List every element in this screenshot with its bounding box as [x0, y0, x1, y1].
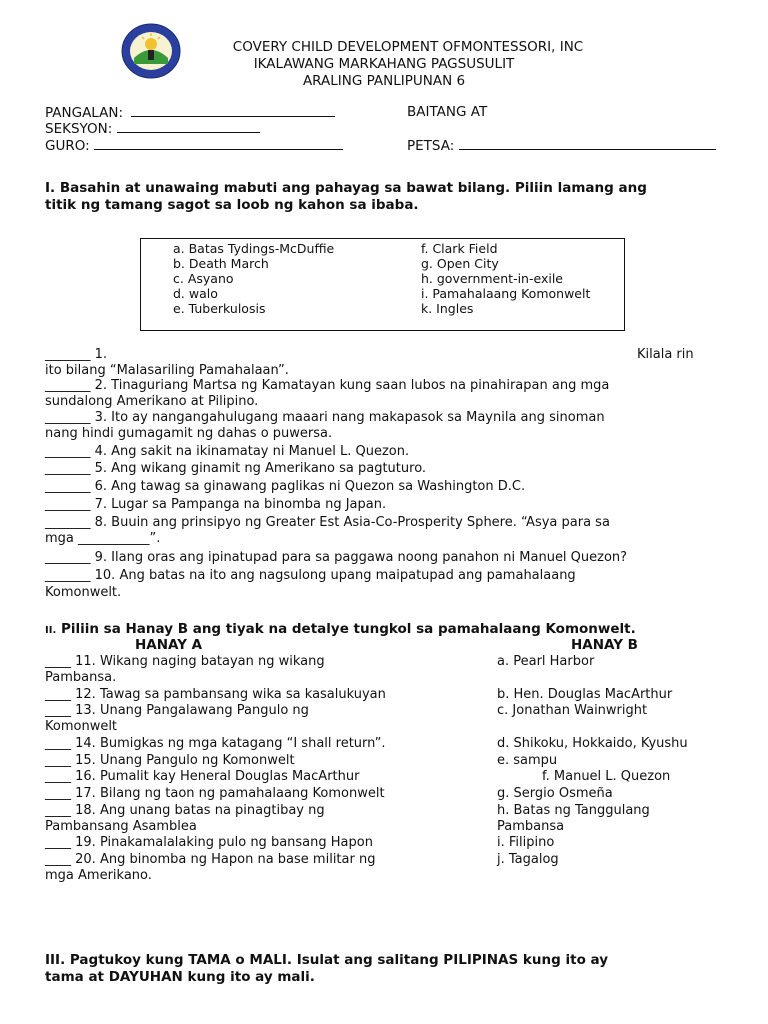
- question-2-cont: sundalong Amerikano at Pilipino.: [45, 394, 259, 409]
- question-3-cont: nang hindi gumagamit ng dahas o puwersa.: [45, 426, 333, 441]
- item-20: ____ 20. Ang binomba ng Hapon na base militar ng: [45, 852, 376, 867]
- school-name: COVERY CHILD DEVELOPMENT OFMONTESSORI, INC: [232, 39, 584, 55]
- part2-text: Piliin sa Hanay B ang tiyak na detalye tungkol sa pamahalaang Komonwelt.: [60, 621, 636, 637]
- item-15: ____ 15. Unang Pangulo ng Komonwelt: [45, 753, 295, 768]
- question-3: _______ 3. Ito ay nangangahulugang maaari nang makapasok sa Maynila ang sinoman: [45, 410, 605, 425]
- date-field: [407, 137, 716, 154]
- answer-e: e. sampu: [497, 753, 558, 768]
- item-17: ____ 17. Bilang ng taon ng pamahalaang Komonwelt: [45, 786, 385, 801]
- question-10: _______ 10. Ang batas na ito ang nagsulong upang maipatupad ang pamahalaang: [45, 568, 576, 583]
- question-7: _______ 7. Lugar sa Pampanga na binomba ng Japan.: [45, 497, 387, 512]
- question-8-cont: mga ___________”.: [45, 531, 161, 546]
- section-label: SEKSYON:: [45, 121, 113, 137]
- item-11-cont: Pambansa.: [45, 670, 117, 685]
- item-19: ____ 19. Pinakamalalaking pulo ng bansang Hapon: [45, 835, 373, 850]
- part1-instruction-2: titik ng tamang sagot sa loob ng kahon sa ibaba.: [45, 197, 419, 213]
- answer-i: i. Filipino: [497, 835, 555, 850]
- choice-g: g. Open City: [421, 256, 499, 271]
- section-line: [117, 120, 260, 133]
- question-8: _______ 8. Buuin ang prinsipyo ng Greater Est Asia-Co-Prosperity Sphere. “Asya para sa: [45, 515, 610, 530]
- question-9: _______ 9. Ilang oras ang ipinatupad para sa paggawa noong panahon ni Manuel Quezon?: [45, 550, 628, 565]
- choice-e: e. Tuberkulosis: [173, 301, 266, 316]
- part2-instruction: [45, 621, 636, 637]
- answer-a: a. Pearl Harbor: [497, 654, 595, 669]
- column-a-header: HANAY A: [135, 637, 203, 653]
- name-field: [45, 104, 335, 121]
- answer-c: c. Jonathan Wainwright: [497, 703, 648, 718]
- choice-h: h. government-in-exile: [421, 271, 563, 286]
- date-line: [459, 137, 716, 150]
- choice-a: a. Batas Tydings-McDuffie: [173, 241, 335, 256]
- item-18-cont: Pambansang Asamblea: [45, 819, 197, 834]
- grade-label: BAITANG AT: [407, 104, 488, 120]
- item-13-cont: Komonwelt: [45, 719, 118, 734]
- part3-instruction-1: III. Pagtukoy kung TAMA o MALI. Isulat ang salitang PILIPINAS kung ito ay: [45, 952, 609, 968]
- item-14: ____ 14. Bumigkas ng mga katagang “I shall return”.: [45, 736, 386, 751]
- teacher-line: [94, 137, 343, 150]
- question-6: _______ 6. Ang tawag sa ginawang paglikas ni Quezon sa Washington D.C.: [45, 479, 526, 494]
- choice-k: k. Ingles: [421, 301, 474, 316]
- answer-f: f. Manuel L. Quezon: [542, 769, 671, 784]
- date-label: PETSA:: [407, 138, 455, 154]
- choice-c: c. Asyano: [173, 271, 234, 286]
- answer-h-cont: Pambansa: [497, 819, 565, 834]
- part2-numeral: II.: [45, 625, 57, 636]
- choice-i: i. Pamahalaang Komonwelt: [421, 286, 591, 301]
- answer-d: d. Shikoku, Hokkaido, Kyushu: [497, 736, 688, 751]
- column-b-header: HANAY B: [571, 637, 638, 653]
- question-2: _______ 2. Tinaguriang Martsa ng Kamatayan kung saan lubos na pinahirapan ang mga: [45, 378, 610, 393]
- question-5: _______ 5. Ang wikang ginamit ng Amerikano sa pagtuturo.: [45, 461, 427, 476]
- item-11: ____ 11. Wikang naging batayan ng wikang: [45, 654, 325, 669]
- question-10-cont: Komonwelt.: [45, 585, 122, 600]
- section-field: [45, 120, 260, 137]
- part3-instruction-2: tama at DAYUHAN kung ito ay mali.: [45, 969, 315, 985]
- subject-title: ARALING PANLIPUNAN 6: [302, 73, 466, 89]
- question-4: _______ 4. Ang sakit na ikinamatay ni Manuel L. Quezon.: [45, 444, 410, 459]
- teacher-field: [45, 137, 343, 154]
- item-20-cont: mga Amerikano.: [45, 868, 152, 883]
- choice-d: d. walo: [173, 286, 218, 301]
- choices-box: [140, 238, 625, 331]
- item-12: ____ 12. Tawag sa pambansang wika sa kasalukuyan: [45, 687, 386, 702]
- name-line: [131, 104, 335, 117]
- teacher-label: GURO:: [45, 138, 90, 154]
- answer-h: h. Batas ng Tanggulang: [497, 803, 650, 818]
- question-1: _______ 1.: [45, 347, 108, 362]
- choice-b: b. Death March: [173, 256, 269, 271]
- choice-f: f. Clark Field: [421, 241, 498, 256]
- answer-j: j. Tagalog: [497, 852, 559, 867]
- item-18: ____ 18. Ang unang batas na pinagtibay ng: [45, 803, 325, 818]
- answer-b: b. Hen. Douglas MacArthur: [497, 687, 673, 702]
- part1-instruction-1: I. Basahin at unawaing mabuti ang pahayag sa bawat bilang. Piliin lamang ang: [45, 180, 647, 196]
- name-label: PANGALAN:: [45, 105, 124, 121]
- item-16: ____ 16. Pumalit kay Heneral Douglas MacArthur: [45, 769, 360, 784]
- item-13: ____ 13. Unang Pangalawang Pangulo ng: [45, 703, 309, 718]
- exam-title: IKALAWANG MARKAHANG PAGSUSULIT: [253, 56, 515, 72]
- question-1-right: Kilala rin: [637, 347, 694, 362]
- answer-g: g. Sergio Osmeña: [497, 786, 613, 801]
- question-1-cont: ito bilang “Malasariling Pamahalaan”.: [45, 363, 289, 378]
